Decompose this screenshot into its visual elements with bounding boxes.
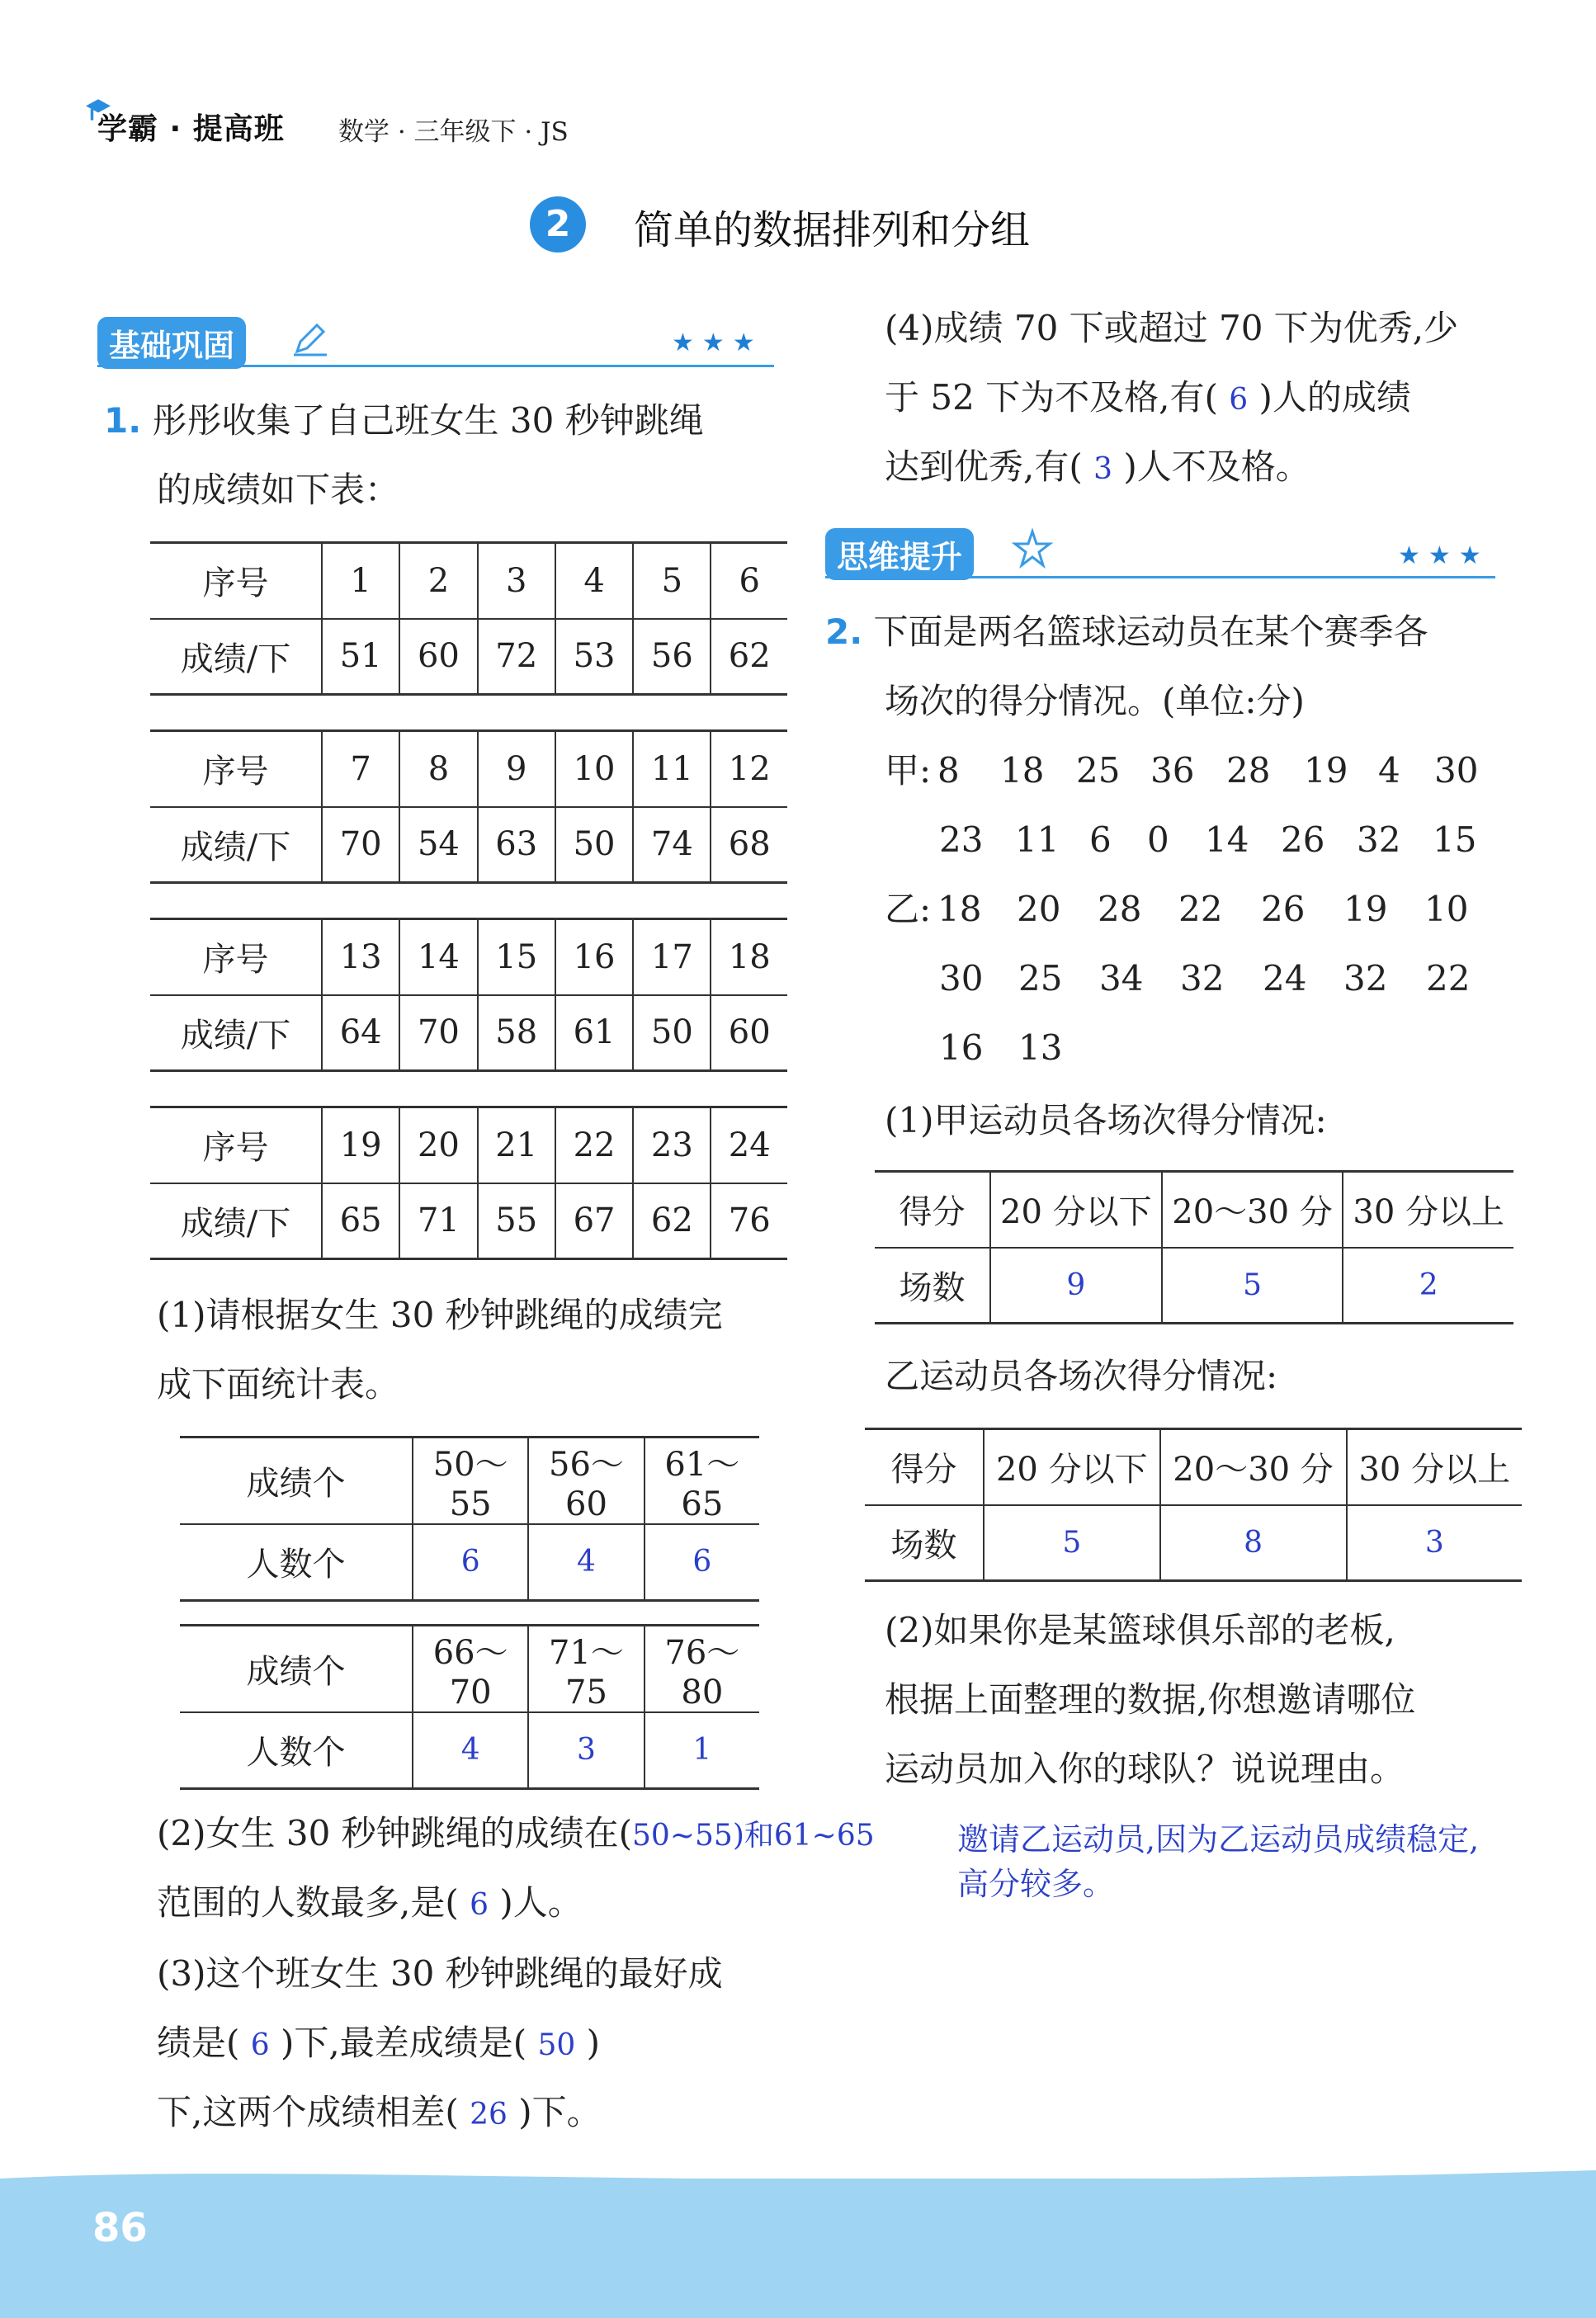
score-value: 23 [939, 819, 984, 860]
q2-number: 2. [825, 611, 863, 652]
answer: 8 [1160, 1505, 1347, 1581]
answer: 4 [413, 1712, 528, 1788]
score-value: 22 [1426, 958, 1471, 998]
answer: 50 [537, 2028, 576, 2062]
jia-label: 甲: [885, 750, 932, 791]
score-value: 24 [1263, 958, 1307, 998]
score-value: 19 [1343, 889, 1388, 929]
q1-part3-line2: 绩是( 6 )下,最差成绩是( 50 ) [157, 2023, 601, 2063]
q1-stat-table-2: 成绩个 66～70 71～75 76～80 人数个 4 3 1 [180, 1624, 759, 1790]
score-value: 11 [1015, 819, 1060, 860]
q1-intro-line1: 1. 彤彤收集了自己班女生 30 秒钟跳绳 [104, 400, 704, 441]
answer: 4 [528, 1524, 644, 1600]
row-label: 序号 [150, 1107, 322, 1183]
book-subtitle: 数学 · 三年级下 · JS [338, 117, 569, 147]
score-value: 14 [1205, 819, 1249, 860]
score-value: 34 [1099, 958, 1144, 998]
score-value: 26 [1261, 889, 1306, 929]
answer: 5 [1162, 1248, 1343, 1324]
q1-intro-line2: 的成绩如下表： [157, 470, 400, 510]
score-value: 6 [1089, 819, 1112, 860]
answer: 26 [470, 2098, 508, 2132]
row-label: 场数 [865, 1505, 984, 1581]
answer: 6 [1229, 383, 1249, 417]
row-label: 得分 [875, 1172, 990, 1248]
q2-answer-line1: 邀请乙运动员,因为乙运动员成绩稳定, [957, 1821, 1480, 1858]
q1-number: 1. [104, 400, 142, 441]
answer: 50~55 [632, 1819, 733, 1853]
q1-table-1: 序号 1 2 3 4 5 6 成绩/下 51 60 72 53 56 62 [150, 541, 787, 696]
q1-table-3: 序号 13 14 15 16 17 18 成绩/下 64 70 58 61 50 60 [150, 918, 787, 1072]
answer: 5 [984, 1505, 1160, 1581]
score-value: 25 [1018, 958, 1063, 998]
score-value: 18 [937, 889, 982, 929]
section-number: 2 [530, 196, 586, 253]
score-value: 32 [1180, 958, 1225, 998]
answer: 2 [1343, 1248, 1513, 1324]
badge-basic: 基础巩固 [97, 317, 246, 369]
score-value: 0 [1147, 819, 1169, 860]
row-label: 人数个 [180, 1524, 413, 1600]
score-value: 15 [1433, 819, 1477, 860]
row-label: 成绩/下 [150, 1183, 322, 1259]
q1-part1-line2: 成下面统计表。 [157, 1364, 400, 1404]
answer: 6 [645, 1524, 759, 1600]
answer: )和61~65 [732, 1819, 875, 1853]
page-footer-band [0, 2179, 1596, 2318]
answer: 6 [413, 1524, 528, 1600]
q1-part1-line1: (1)请根据女生 30 秒钟跳绳的成绩完 [157, 1295, 723, 1335]
q1-stat-table-1: 成绩个 50～55 56～60 61～65 人数个 6 4 6 [180, 1436, 759, 1602]
row-label: 人数个 [180, 1712, 413, 1788]
score-value: 16 [939, 1027, 984, 1068]
row-label: 成绩/下 [150, 619, 322, 695]
score-value: 4 [1378, 750, 1400, 791]
pencil-icon [290, 320, 328, 358]
section-rule [97, 365, 774, 367]
row-label: 序号 [150, 919, 322, 995]
q2-intro-line2: 场次的得分情况。(单位:分) [885, 681, 1305, 721]
row-label: 成绩/下 [150, 995, 322, 1071]
badge-advanced: 思维提升 [825, 528, 974, 580]
score-value: 26 [1281, 819, 1325, 860]
answer: 6 [470, 1888, 489, 1922]
q2-yi-table: 得分 20 分以下 20～30 分 30 分以上 场数 5 8 3 [865, 1428, 1522, 1582]
q1-part4-line3: 达到优秀,有( 3 )人不及格。 [885, 446, 1310, 487]
footer-wave [0, 2146, 1596, 2195]
q1-part3-line3: 下,这两个成绩相差( 26 )下。 [157, 2092, 602, 2132]
score-value: 18 [1000, 750, 1045, 791]
q2-part2-line2: 根据上面整理的数据,你想邀请哪位 [885, 1679, 1416, 1720]
row-label: 得分 [865, 1429, 984, 1505]
score-value: 19 [1304, 750, 1348, 791]
score-value: 36 [1150, 750, 1195, 791]
q1-part2-line1: (2)女生 30 秒钟跳绳的成绩在(50~55)和61~65 [157, 1813, 875, 1853]
answer: 3 [1347, 1505, 1522, 1581]
difficulty-stars: ★★★ [672, 328, 763, 357]
score-value: 32 [1343, 958, 1388, 998]
q2-answer-line2: 高分较多。 [957, 1866, 1115, 1902]
score-value: 32 [1357, 819, 1401, 860]
score-value: 25 [1076, 750, 1121, 791]
score-value: 10 [1424, 889, 1469, 929]
score-value: 20 [1017, 889, 1061, 929]
q1-part2-line2: 范围的人数最多,是( 6 )人。 [157, 1882, 583, 1923]
row-label: 成绩个 [180, 1438, 413, 1525]
row-label: 成绩/下 [150, 807, 322, 883]
answer: 1 [645, 1712, 759, 1788]
row-label: 成绩个 [180, 1626, 413, 1713]
score-value: 28 [1098, 889, 1142, 929]
answer: 3 [528, 1712, 644, 1788]
yi-label: 乙: [885, 889, 932, 929]
row-label: 序号 [150, 543, 322, 619]
difficulty-stars: ★★★ [1398, 541, 1490, 570]
q2-part2-line3: 运动员加入你的球队？说说理由。 [885, 1749, 1405, 1789]
row-label: 序号 [150, 731, 322, 807]
page-number: 86 [92, 2205, 148, 2251]
section-title: 简单的数据排列和分组 [634, 207, 1031, 253]
q1-part4-line1: (4)成绩 70 下或超过 70 下为优秀,少 [885, 308, 1459, 348]
q2-part1-jia: (1)甲运动员各场次得分情况: [885, 1100, 1327, 1140]
row-label: 场数 [875, 1248, 990, 1324]
q1-part4-line2: 于 52 下为不及格,有( 6 )人的成绩 [885, 377, 1411, 418]
answer: 3 [1093, 452, 1113, 486]
q1-part3-line1: (3)这个班女生 30 秒钟跳绳的最好成 [157, 1953, 723, 1994]
score-value: 28 [1226, 750, 1271, 791]
score-value: 30 [939, 958, 984, 998]
section-rule [825, 576, 1495, 578]
q1-table-2: 序号 7 8 9 10 11 12 成绩/下 70 54 63 50 74 68 [150, 729, 787, 884]
answer: 9 [990, 1248, 1162, 1324]
score-value: 13 [1018, 1027, 1063, 1068]
q2-part1-yi: 乙运动员各场次得分情况: [885, 1356, 1278, 1396]
score-value: 8 [937, 750, 960, 791]
brand-title: 学霸 · 提高班 [97, 112, 285, 146]
answer: 6 [250, 2028, 270, 2062]
q2-part2-line1: (2)如果你是某篮球俱乐部的老板, [885, 1610, 1395, 1650]
q1-table-4: 序号 19 20 21 22 23 24 成绩/下 65 71 55 67 62 76 [150, 1106, 787, 1260]
sparkle-star-icon [1012, 528, 1053, 569]
q2-intro-line1: 2. 下面是两名篮球运动员在某个赛季各 [825, 611, 1428, 652]
score-value: 22 [1178, 889, 1223, 929]
q2-jia-table: 得分 20 分以下 20～30 分 30 分以上 场数 9 5 2 [875, 1170, 1513, 1324]
score-value: 30 [1434, 750, 1479, 791]
